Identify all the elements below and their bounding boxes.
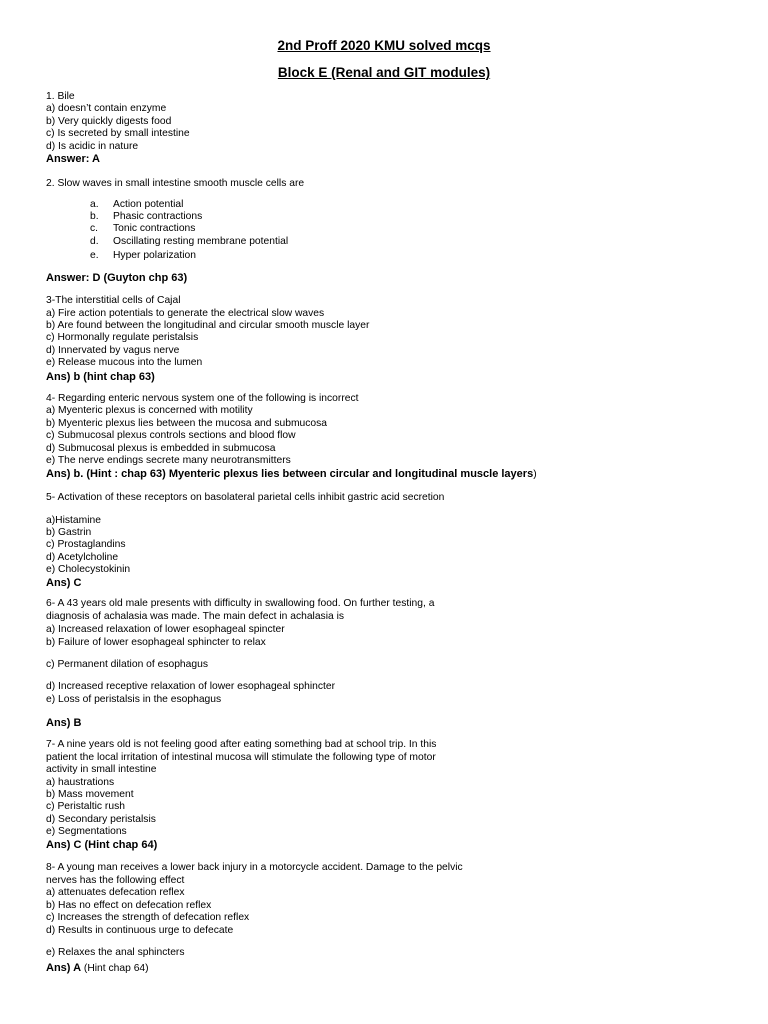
question-7-answer: Ans) C (Hint chap 64) bbox=[46, 839, 158, 851]
option-marker: d. bbox=[90, 236, 99, 247]
option-text: Tonic contractions bbox=[113, 223, 196, 234]
question-7-option-e: e) Segmentations bbox=[46, 826, 127, 837]
question-8-option-d: d) Results in continuous urge to defecate bbox=[46, 925, 234, 936]
question-1-option-b: b) Very quickly digests food bbox=[46, 116, 172, 127]
question-2-option-a bbox=[90, 199, 183, 211]
question-1-answer: Answer: A bbox=[46, 153, 100, 165]
option-marker: a. bbox=[90, 199, 99, 210]
question-3-option-b: b) Are found between the longitudinal and circular smooth muscle layer bbox=[46, 320, 370, 331]
question-4-option-b: b) Myenteric plexus lies between the mucosa and submucosa bbox=[46, 418, 328, 429]
document-title: 2nd Proff 2020 KMU solved mcqs bbox=[277, 38, 491, 53]
question-8-option-b: b) Has no effect on defecation reflex bbox=[46, 900, 212, 911]
question-3-stem: 3-The interstitial cells of Cajal bbox=[46, 295, 181, 306]
question-4-stem: 4- Regarding enteric nervous system one of the following is incorrect bbox=[46, 393, 359, 404]
option-text: Hyper polarization bbox=[113, 250, 196, 261]
question-6-stem-line-1: 6- A 43 years old male presents with difficulty in swallowing food. On further testing, a bbox=[46, 598, 435, 609]
question-7-option-b: b) Mass movement bbox=[46, 789, 134, 800]
question-8-answer-hint: (Hint chap 64) bbox=[81, 963, 149, 974]
question-8-stem-line-1: 8- A young man receives a lower back injury in a motorcycle accident. Damage to the pelvic bbox=[46, 862, 463, 873]
question-2-stem: 2. Slow waves in small intestine smooth muscle cells are bbox=[46, 178, 305, 189]
document-subtitle: Block E (Renal and GIT modules) bbox=[277, 65, 491, 80]
question-4-option-d: d) Submucosal plexus is embedded in submucosa bbox=[46, 443, 276, 454]
question-1-option-c: c) Is secreted by small intestine bbox=[46, 128, 190, 139]
question-5-option-a: a)Histamine bbox=[46, 515, 101, 526]
question-8-option-a: a) attenuates defecation reflex bbox=[46, 887, 185, 898]
question-4-option-a: a) Myenteric plexus is concerned with motility bbox=[46, 405, 253, 416]
question-2-option-e bbox=[90, 250, 196, 262]
question-7-option-d: d) Secondary peristalsis bbox=[46, 814, 156, 825]
question-6-stem-line-2: diagnosis of achalasia was made. The main defect in achalasia is bbox=[46, 611, 345, 622]
question-6-answer: Ans) B bbox=[46, 717, 82, 729]
question-7-stem-line-2: patient the local irritation of intestinal mucosa will stimulate the following type of motor bbox=[46, 752, 436, 763]
question-1-option-a: a) doesn’t contain enzyme bbox=[46, 103, 167, 114]
question-2-option-b bbox=[90, 211, 202, 223]
question-8-answer-line bbox=[46, 962, 149, 975]
question-1-option-d: d) Is acidic in nature bbox=[46, 141, 139, 152]
option-marker: e. bbox=[90, 250, 99, 261]
question-4-option-c: c) Submucosal plexus controls sections and blood flow bbox=[46, 430, 296, 441]
question-3-option-e: e) Release mucous into the lumen bbox=[46, 357, 203, 368]
question-8-answer: Ans) A bbox=[46, 962, 82, 974]
question-6-option-b: b) Failure of lower esophageal sphincter to relax bbox=[46, 637, 266, 648]
question-4-option-e: e) The nerve endings secrete many neurotransmitters bbox=[46, 455, 291, 466]
question-2-answer: Answer: D (Guyton chp 63) bbox=[46, 272, 188, 284]
question-8-option-e: e) Relaxes the anal sphincters bbox=[46, 947, 185, 958]
question-4-answer: Ans) b. (Hint : chap 63) Myenteric plexus lies between circular and longitudinal muscle layers bbox=[46, 468, 534, 480]
question-3-answer: Ans) b (hint chap 63) bbox=[46, 371, 155, 383]
question-4-answer-tail: ) bbox=[533, 469, 537, 480]
option-text: Oscillating resting membrane potential bbox=[113, 236, 289, 247]
question-7-stem-line-1: 7- A nine years old is not feeling good after eating something bad at school trip. In this bbox=[46, 739, 437, 750]
question-2-option-d bbox=[90, 236, 288, 248]
question-7-option-a: a) haustrations bbox=[46, 777, 115, 788]
question-7-stem-line-3: activity in small intestine bbox=[46, 764, 157, 775]
option-text: Phasic contractions bbox=[113, 211, 203, 222]
question-1-stem: 1. Bile bbox=[46, 91, 75, 102]
question-5-stem: 5- Activation of these receptors on basolateral parietal cells inhibit gastric acid secretion bbox=[46, 492, 445, 503]
question-3-option-a: a) Fire action potentials to generate the electrical slow waves bbox=[46, 308, 325, 319]
question-5-answer: Ans) C bbox=[46, 577, 82, 589]
option-marker: c. bbox=[90, 223, 99, 234]
question-6-option-c: c) Permanent dilation of esophagus bbox=[46, 659, 208, 670]
option-text: Action potential bbox=[113, 199, 184, 210]
question-5-option-c: c) Prostaglandins bbox=[46, 539, 126, 550]
question-4-answer-line bbox=[46, 468, 537, 481]
question-5-option-e: e) Cholecystokinin bbox=[46, 564, 131, 575]
question-5-option-d: d) Acetylcholine bbox=[46, 552, 119, 563]
question-7-option-c: c) Peristaltic rush bbox=[46, 801, 125, 812]
option-marker: b. bbox=[90, 211, 99, 222]
question-6-option-d: d) Increased receptive relaxation of lower esophageal sphincter bbox=[46, 681, 336, 692]
question-8-stem-line-2: nerves has the following effect bbox=[46, 875, 185, 886]
question-3-option-d: d) Innervated by vagus nerve bbox=[46, 345, 180, 356]
question-6-option-a: a) Increased relaxation of lower esophageal spincter bbox=[46, 624, 285, 635]
question-2-option-c bbox=[90, 223, 195, 235]
question-8-option-c: c) Increases the strength of defecation reflex bbox=[46, 912, 250, 923]
question-6-option-e: e) Loss of peristalsis in the esophagus bbox=[46, 694, 222, 705]
question-5-option-b: b) Gastrin bbox=[46, 527, 92, 538]
question-3-option-c: c) Hormonally regulate peristalsis bbox=[46, 332, 199, 343]
